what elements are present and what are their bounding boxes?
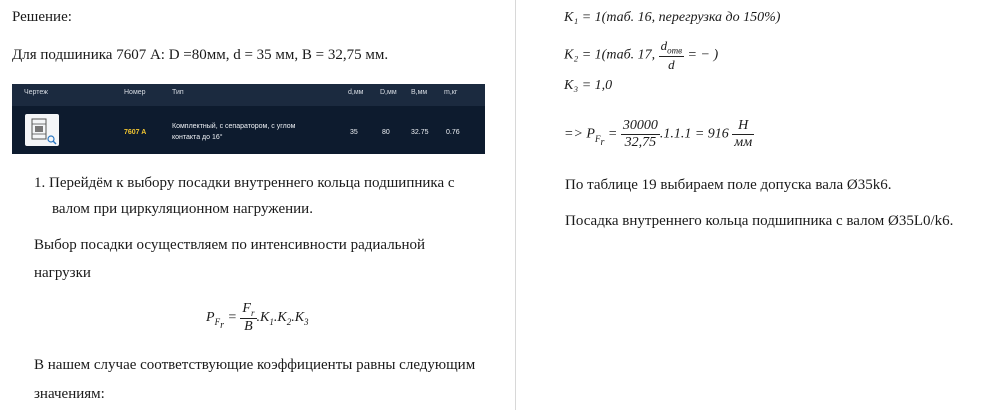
bearing-number: 7607 A: [124, 129, 147, 136]
k2-line: K₂ = 1(таб. 17, $\frac{d_{отв}}{d}$ = − ): [564, 38, 719, 72]
bearing-drawing-thumbnail[interactable]: [25, 114, 59, 146]
item1-line2: валом при циркуляционном нагружении.: [52, 201, 313, 217]
coefficients-line2: значениям:: [34, 386, 105, 402]
bearing-type-line1: Комплектный, с сепаратором, с углом: [172, 123, 296, 130]
choice-line2: нагрузки: [34, 265, 91, 281]
bearing-table: [12, 84, 485, 154]
item1-line1: 1. Перейдём к выбору посадки внутреннего кольца подшипника с: [34, 175, 455, 191]
bearing-type-line2: контакта до 16°: [172, 134, 223, 141]
col-drawing: Чертеж: [24, 89, 48, 96]
col-B: B,мм: [411, 89, 428, 96]
bearing-dimensions: Для подшиника 7607 А: D =80мм, d = 35 мм, B = 32,75 мм.: [12, 47, 389, 63]
k3-line: K₃ = 1,0: [564, 78, 613, 93]
load-intensity-formula: $P_{F_r}$ = $\frac{F_r}{B}$ $.K_1.K_2.K_3$: [206, 301, 309, 334]
bearing-drawing-icon: [25, 114, 59, 146]
right-column: [516, 0, 1000, 410]
col-d: d,мм: [348, 89, 364, 96]
coefficients-line1: В нашем случае соответствующие коэффициенты равны следующим: [34, 357, 476, 373]
col-m: m,кг: [444, 89, 458, 96]
table19-line: По таблице 19 выбираем поле допуска вала Ø35k6.: [565, 177, 892, 193]
result-formula: => $P_{F_r}$ = $\frac{30000}{32,75}$ .1.1.1 = 916 $\frac{Н}{мм}$: [564, 118, 753, 150]
table-header: [12, 84, 485, 106]
choice-line1: Выбор посадки осуществляем по интенсивности радиальной: [34, 237, 426, 253]
value-D: 80: [382, 129, 390, 136]
solution-heading: Решение:: [12, 9, 72, 25]
value-d: 35: [350, 129, 358, 136]
k1-line: K₁ = 1(таб. 16, перегрузка до 150%): [564, 10, 781, 25]
col-number: Номер: [124, 89, 146, 96]
col-D: D,мм: [380, 89, 397, 96]
value-m: 0.76: [446, 129, 460, 136]
value-B: 32.75: [411, 129, 429, 136]
fit-line: Посадка внутреннего кольца подшипника с валом Ø35L0/k6.: [565, 213, 954, 229]
col-type: Тип: [172, 89, 184, 96]
